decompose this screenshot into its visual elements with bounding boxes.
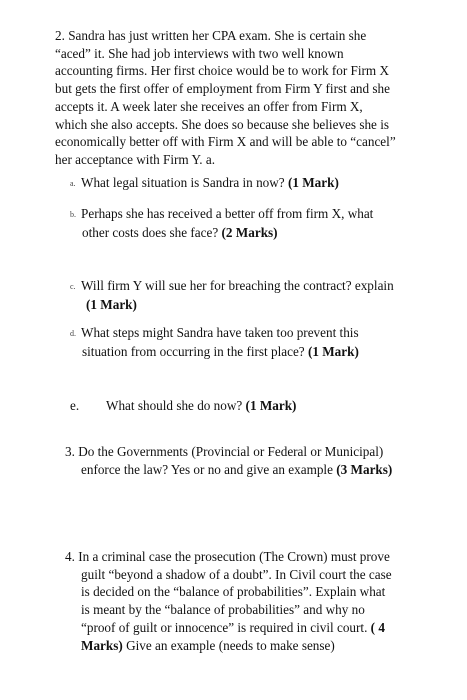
- question-3-line-2: [65, 461, 425, 479]
- marks-label: (1 Mark): [245, 398, 297, 413]
- sub-question-text: Will firm Y will sue her for breaching the contract? explain: [81, 278, 394, 293]
- sub-question-text: What steps might Sandra have taken too prevent this: [81, 325, 359, 340]
- question-2-line: but gets the first offer of employment from Firm Y first and she: [55, 81, 390, 97]
- list-marker: e.: [70, 398, 80, 413]
- question-3-line: 3. Do the Governments (Provincial or Federal or Municipal): [65, 444, 384, 459]
- question-4: [65, 548, 425, 654]
- question-2-line: economically better off with Firm X and will be able to “cancel”: [55, 134, 396, 150]
- marks-label: (1 Mark): [307, 343, 359, 359]
- sub-question-a: [70, 174, 339, 193]
- marks-label: (1 Mark): [287, 175, 339, 190]
- marks-label-close: Marks): [81, 637, 123, 653]
- sub-question-text: What should she do now?: [106, 398, 243, 413]
- question-4-line: is meant by the “balance of probabilities” and why no: [81, 602, 365, 618]
- list-marker: c.: [70, 282, 76, 291]
- marks-label: (2 Marks): [221, 224, 278, 240]
- list-marker: d.: [70, 329, 76, 338]
- question-4-line: 4. In a criminal case the prosecution (The Crown) must prove: [65, 549, 390, 564]
- question-2-line: “aced” it. She had job interviews with two well known: [55, 45, 344, 61]
- question-2-line: 2. Sandra has just written her CPA exam. She is certain she: [55, 28, 367, 43]
- sub-question-text: What legal situation is Sandra in now?: [81, 175, 285, 190]
- question-2: [55, 27, 425, 169]
- sub-question-d: [70, 324, 359, 360]
- question-4-line-5: [65, 619, 425, 637]
- sub-question-e: [70, 397, 296, 415]
- question-3-text: enforce the law? Yes or no and give an example: [81, 461, 333, 477]
- sub-question-c: [70, 277, 394, 313]
- sub-question-text: situation from occurring in the first place?: [82, 343, 305, 359]
- question-4-text: Give an example (needs to make sense): [126, 637, 335, 653]
- question-4-line: guilt “beyond a shadow of a doubt”. In Civil court the case: [81, 566, 392, 582]
- question-2-line: accounting firms. Her first choice would be to work for Firm X: [55, 63, 390, 79]
- sub-question-text: other costs does she face?: [82, 224, 219, 240]
- marks-label: (3 Marks): [336, 461, 393, 477]
- question-2-line: accepts it. A week later she receives an offer from Firm X,: [55, 98, 363, 114]
- question-3: [65, 443, 425, 478]
- question-2-line: her acceptance with Firm Y. a.: [55, 151, 216, 167]
- list-marker: b.: [70, 210, 76, 219]
- question-4-text: “proof of guilt or innocence” is required in civil court.: [81, 619, 368, 635]
- sub-question-text: Perhaps she has received a better off from firm X, what: [81, 206, 374, 221]
- question-4-line-6: [65, 637, 425, 655]
- question-4-line: is decided on the “balance of probabilities”. Explain what: [81, 584, 386, 600]
- marks-label: (1 Mark): [86, 296, 137, 312]
- list-marker: a.: [70, 179, 76, 188]
- question-2-line: which she also accepts. She does so because she believes she is: [55, 116, 389, 132]
- sub-question-b: [70, 205, 373, 241]
- marks-label-open: ( 4: [370, 619, 385, 635]
